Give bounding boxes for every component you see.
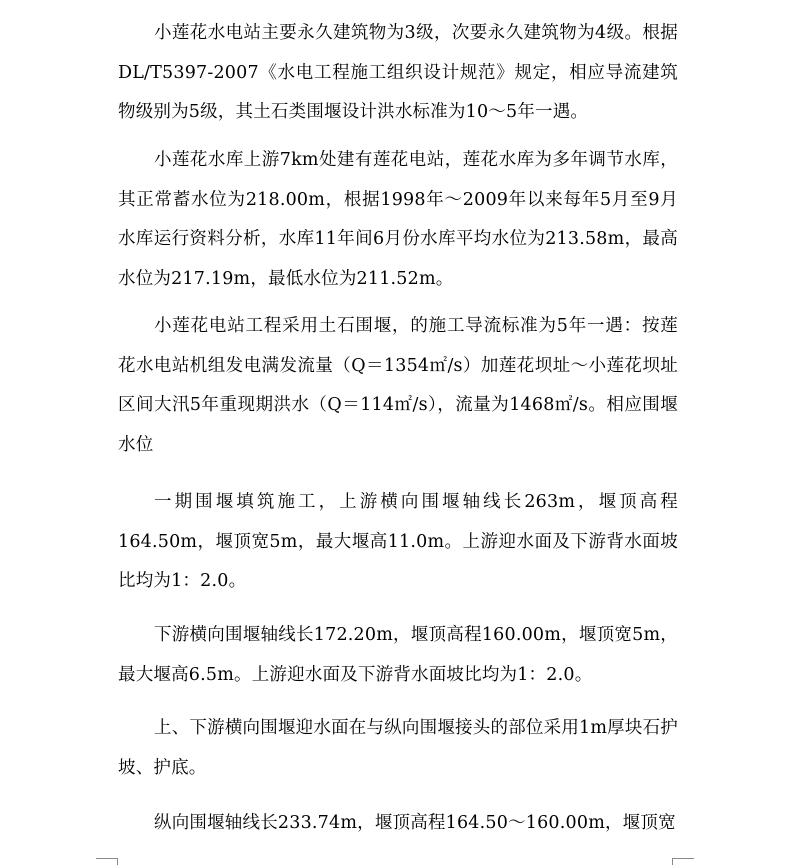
crop-mark-right-vertical [672, 858, 673, 865]
paragraph-5: 下游横向围堰轴线长172.20m，堰顶高程160.00m，堰顶宽5m，最大堰高6.5m。上游迎水面及下游背水面坡比均为1：2.0。 [118, 625, 678, 685]
crop-mark-left-horizontal [96, 858, 118, 859]
paragraph-7: 纵向围堰轴线长233.74m，堰顶高程164.50～160.00m，堰顶宽 [154, 813, 676, 833]
paragraph-6: 上、下游横向围堰迎水面在与纵向围堰接头的部位采用1m厚块石护坡、护底。 [118, 718, 678, 778]
paragraph-3: 小莲花电站工程采用土石围堰，的施工导流标准为5年一遇：按莲花水电站机组发电满发流量（Q＝1354㎡/s）加莲花坝址～小莲花坝址区间大汛5年重现期洪水（Q＝114㎡/s），流量为1468㎡/s。相应围堰水位 [118, 316, 678, 456]
paragraph-2: 小莲花水库上游7km处建有莲花电站，莲花水库为多年调节水库，其正常蓄水位为218.00m，根据1998年～2009年以来每年5月至9月水库运行资料分析，水库11年间6月份水库平均水位为213.58m，最高水位为217.19m，最低水位为211.52m。 [118, 150, 678, 290]
paragraph-4: 一期围堰填筑施工，上游横向围堰轴线长263m，堰顶高程164.50m，堰顶宽5m，最大堰高11.0m。上游迎水面及下游背水面坡比均为1：2.0。 [118, 492, 678, 592]
crop-mark-right-horizontal [672, 858, 694, 859]
paragraph-1: 小莲花水电站主要永久建筑物为3级，次要永久建筑物为4级。根据DL/T5397-2007《水电工程施工组织设计规范》规定，相应导流建筑物级别为5级，其土石类围堰设计洪水标准为10～5年一遇。 [118, 23, 678, 123]
crop-mark-left-vertical [117, 858, 118, 865]
